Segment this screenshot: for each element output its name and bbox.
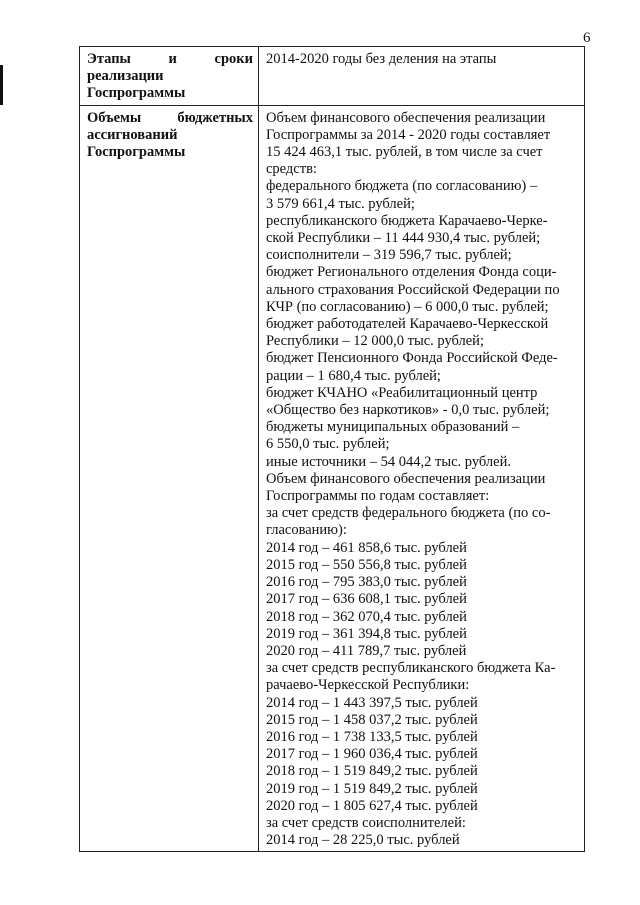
row-value: 2014-2020 годы без деления на этапы [259,47,585,106]
funding-line: ской Республики – 11 444 930,4 тыс. рублей; [266,230,541,247]
funding-line: 2015 год – 1 458 037,2 тыс. рублей [266,711,478,728]
funding-line: федерального бюджета (по согласованию) – [266,178,538,195]
funding-line: бюджет Регионального отделения Фонда соци- [266,264,557,281]
funding-line: рачаево-Черкесской Республики: [266,677,470,694]
funding-line: 2014 год – 1 443 397,5 тыс. рублей [266,694,478,711]
funding-line: 2019 год – 1 519 849,2 тыс. рублей [266,780,478,797]
funding-line: «Общество без наркотиков» - 0,0 тыс. рублей; [266,402,550,419]
funding-line: за счет средств соисполнителей: [266,814,466,831]
funding-line: 2018 год – 1 519 849,2 тыс. рублей [266,763,478,780]
funding-line: КЧР (по согласованию) – 6 000,0 тыс. рублей; [266,298,549,315]
funding-line: Республики – 12 000,0 тыс. рублей; [266,333,484,350]
funding-line: республиканского бюджета Карачаево-Черке- [266,212,548,229]
row-label: Объемы бюджетных ассигнований Госпрограммы [80,105,259,852]
funding-line: ального страхования Российской Федерации по [266,281,560,298]
funding-line: 2017 год – 1 960 036,4 тыс. рублей [266,746,478,763]
funding-line: 2019 год – 361 394,8 тыс. рублей [266,625,467,642]
funding-line: за счет средств республиканского бюджета Ка- [266,660,556,677]
funding-line: 2016 год – 795 383,0 тыс. рублей [266,574,467,591]
funding-line: 2016 год – 1 738 133,5 тыс. рублей [266,728,478,745]
funding-line: 2020 год – 1 805 627,4 тыс. рублей [266,797,478,814]
funding-line: 2014 год – 28 225,0 тыс. рублей [266,832,460,849]
funding-line: 2017 год – 636 608,1 тыс. рублей [266,591,467,608]
funding-line: Госпрограммы за 2014 - 2020 годы составляет [266,126,551,143]
funding-line: 2015 год – 550 556,8 тыс. рублей [266,556,467,573]
funding-line: иные источники – 54 044,2 тыс. рублей. [266,453,511,470]
margin-mark [0,65,3,105]
funding-line: Госпрограммы по годам составляет: [266,488,490,505]
funding-line: Объем финансового обеспечения реализации [266,109,546,126]
funding-line: 15 424 463,1 тыс. рублей, в том числе за счет [266,144,543,161]
funding-line: 2018 год – 362 070,4 тыс. рублей [266,608,467,625]
passport-table [79,46,585,852]
funding-line: соисполнители – 319 596,7 тыс. рублей; [266,247,512,264]
funding-line: бюджет КЧАНО «Реабилитационный центр [266,384,538,401]
funding-line: рации – 1 680,4 тыс. рублей; [266,367,441,384]
funding-line: 6 550,0 тыс. рублей; [266,436,390,453]
funding-line: 2020 год – 411 789,7 тыс. рублей [266,642,467,659]
funding-line: бюджеты муниципальных образований – [266,419,520,436]
funding-text [259,105,585,852]
funding-line: 3 579 661,4 тыс. рублей; [266,195,415,212]
funding-line: бюджет Пенсионного Фонда Российской Феде- [266,350,558,367]
table-row [80,47,585,106]
funding-line: средств: [266,161,317,178]
funding-line: за счет средств федерального бюджета (по со- [266,505,551,522]
funding-line: гласованию): [266,522,347,539]
funding-line: Объем финансового обеспечения реализации [266,470,546,487]
funding-line: бюджет работодателей Карачаево-Черкесской [266,316,549,333]
funding-line: 2014 год – 461 858,6 тыс. рублей [266,539,467,556]
table-row [80,105,585,852]
page-number: 6 [583,30,591,46]
row-label: Этапы и сроки реализации Госпрограммы [80,47,259,106]
